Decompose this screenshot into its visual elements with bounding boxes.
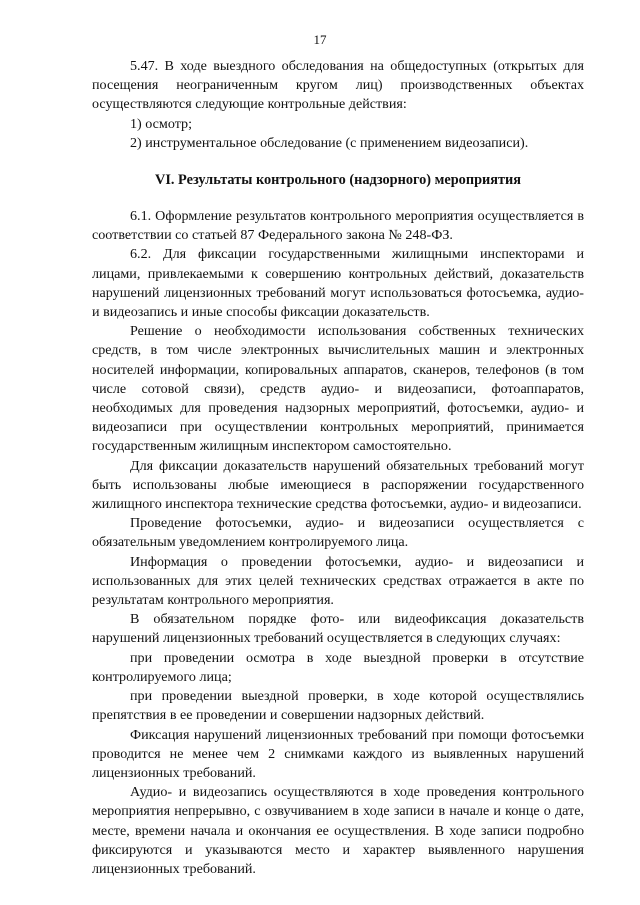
- paragraph: 6.1. Оформление результатов контрольного мероприятия осуществляется в соответствии со статьей 87 Федерального закона № 248-ФЗ.: [92, 208, 584, 244]
- document-body: [92, 57, 584, 879]
- paragraph: Проведение фотосъемки, аудио- и видеозаписи осуществляется с обязательным уведомлением контролируемого лица.: [92, 515, 584, 551]
- list-item: 1) осмотр;: [130, 115, 192, 132]
- paragraph: 6.2. Для фиксации государственными жилищными инспекторами и лицами, привлекаемыми к совершению контрольных действий, доказательств нарушений лицензионных требований могут использоваться фотосъемка, аудио- и видеозапись и иные способы фиксации доказательств.: [92, 246, 584, 321]
- paragraph: 5.47. В ходе выездного обследования на общедоступных (открытых для посещения неограниченным кругом лиц) производственных объектах осуществляются следующие контрольные действия:: [92, 58, 584, 113]
- paragraph: Информация о проведении фотосъемки, аудио- и видеозаписи и использованных для этих целей технических средствах отражается в акте по результатам контрольного мероприятия.: [92, 553, 584, 609]
- list-item: 2) инструментальное обследование (с применением видеозаписи).: [130, 134, 529, 151]
- section-heading: VI. Результаты контрольного (надзорного) мероприятия: [155, 172, 521, 189]
- paragraph: В обязательном порядке фото- или видеофиксация доказательств нарушений лицензионных требований осуществляется в следующих случаях:: [92, 611, 584, 647]
- paragraph: Для фиксации доказательств нарушений обязательных требований могут быть использованы любые имеющиеся в распоряжении государственного жилищного инспектора технические средства фотосъемки, аудио- и видеозаписи.: [92, 457, 584, 513]
- paragraph: Решение о необходимости использования собственных технических средств, в том числе электронных вычислительных машин и электронных носителей информации, копировальных аппаратов, сканеров, телефонов (в том числе сотовой связи), средств аудио- и видеозаписи, фотоаппаратов, необходимых для проведения надзорных мероприятий, фотосъемки, аудио- и видеозаписи при осуществлении контрольных мероприятий, принимается государственным жилищным инспектором самостоятельно.: [92, 323, 584, 455]
- list-item: при проведении осмотра в ходе выездной проверки в отсутствие контролируемого лица;: [92, 649, 584, 685]
- page-number: 17: [313, 32, 327, 47]
- list-item: при проведении выездной проверки, в ходе которой осуществлялись препятствия в ее проведении и совершении надзорных действий.: [92, 688, 584, 724]
- paragraph: Фиксация нарушений лицензионных требований при помощи фотосъемки проводится не менее чем 2 снимками каждого из выявленных нарушений лицензионных требований.: [92, 726, 584, 781]
- paragraph: Аудио- и видеозапись осуществляются в ходе проведения контрольного мероприятия непрерывно, с озвучиванием в ходе записи в начале и конце о дате, месте, времени начала и окончания ее осуществления. В ходе записи подробно фиксируются и указываются место и характер выявленного нарушения лицензионных требований.: [92, 784, 584, 877]
